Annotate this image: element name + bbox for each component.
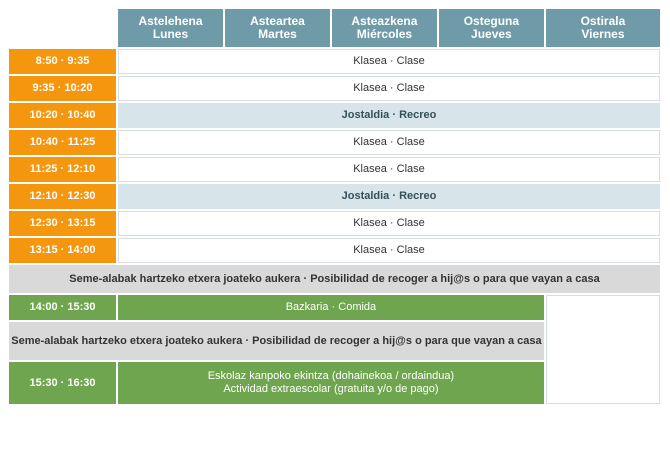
- day-name-eu: Asteazkena: [351, 14, 418, 28]
- table-row: [9, 49, 660, 74]
- time-slot: 12:30 · 13:15: [9, 211, 116, 236]
- day-name-eu: Asteartea: [250, 14, 305, 28]
- day-name-es: Miércoles: [356, 27, 413, 41]
- break-cell: Jostaldia · Recreo: [118, 184, 660, 209]
- time-slot: 8:50 · 9:35: [9, 49, 116, 74]
- school-schedule-table: [7, 7, 662, 406]
- time-slot: 14:00 · 15:30: [9, 295, 116, 320]
- time-slot: 10:20 · 10:40: [9, 103, 116, 128]
- header-row: [9, 9, 660, 47]
- class-cell: Klasea · Clase: [118, 211, 660, 236]
- class-cell: Klasea · Clase: [118, 49, 660, 74]
- table-row: [9, 130, 660, 155]
- header-corner: [9, 9, 116, 47]
- table-row: [9, 157, 660, 182]
- table-row: [9, 184, 660, 209]
- day-header-tuesday: [225, 9, 330, 47]
- lunch-cell: Bazkaria · Comida: [118, 295, 544, 320]
- table-row: [9, 238, 660, 263]
- time-slot: 11:25 · 12:10: [9, 157, 116, 182]
- day-header-wednesday: [332, 9, 437, 47]
- pickup-banner-row: [9, 265, 660, 293]
- extracurricular-cell: [118, 362, 544, 404]
- time-slot: 13:15 · 14:00: [9, 238, 116, 263]
- day-name-eu: Astelehena: [138, 14, 203, 28]
- class-cell: Klasea · Clase: [118, 157, 660, 182]
- day-name-es: Jueves: [471, 27, 512, 41]
- extracurricular-label-es: Actividad extraescolar (gratuita y/o de pago): [223, 383, 439, 395]
- day-header-monday: [118, 9, 223, 47]
- lunch-row: [9, 295, 660, 320]
- break-cell: Jostaldia · Recreo: [118, 103, 660, 128]
- class-cell: Klasea · Clase: [118, 130, 660, 155]
- pickup-banner: Seme-alabak hartzeko etxera joateko aukera · Posibilidad de recoger a hij@s o para que vayan a casa: [9, 265, 660, 293]
- day-header-thursday: [439, 9, 544, 47]
- table-row: [9, 103, 660, 128]
- table-row: [9, 211, 660, 236]
- day-name-es: Lunes: [152, 27, 189, 41]
- day-name-eu: Osteguna: [463, 14, 520, 28]
- empty-friday-cell: [546, 295, 660, 404]
- day-name-es: Martes: [258, 27, 297, 41]
- class-cell: Klasea · Clase: [118, 76, 660, 101]
- time-slot: 9:35 · 10:20: [9, 76, 116, 101]
- pickup-banner: Seme-alabak hartzeko etxera joateko aukera · Posibilidad de recoger a hij@s o para que vayan a casa: [9, 322, 544, 360]
- extracurricular-label-eu: Eskolaz kanpoko ekintza (dohainekoa / ordaindua): [207, 370, 455, 382]
- time-slot: 12:10 · 12:30: [9, 184, 116, 209]
- class-cell: Klasea · Clase: [118, 238, 660, 263]
- time-slot: 10:40 · 11:25: [9, 130, 116, 155]
- time-slot: 15:30 · 16:30: [9, 362, 116, 404]
- table-row: [9, 76, 660, 101]
- day-name-es: Viernes: [581, 27, 625, 41]
- day-header-friday: [546, 9, 660, 47]
- day-name-eu: Ostirala: [580, 14, 626, 28]
